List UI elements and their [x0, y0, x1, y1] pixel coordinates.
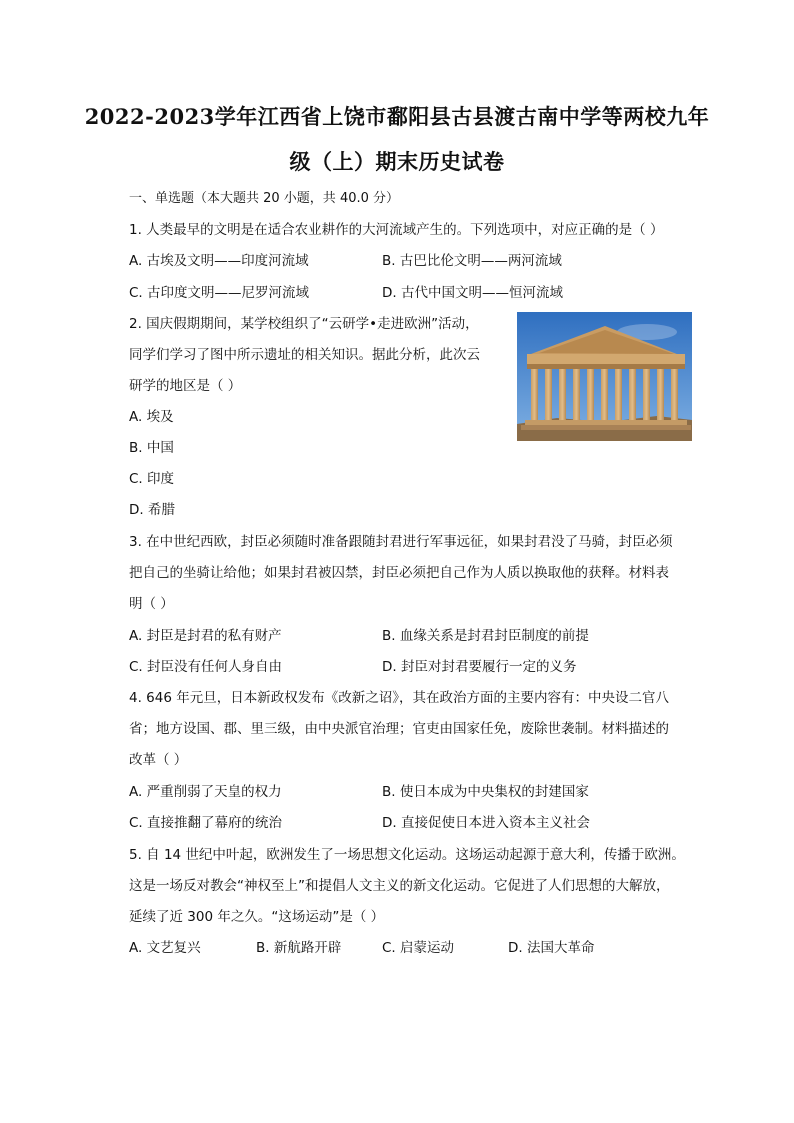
q2-option-a: A. 埃及: [129, 409, 174, 425]
question-3-stem-line-3: 明（ ）: [129, 596, 174, 612]
question-2-stem-line-2: 同学们学习了图中所示遗址的相关知识。据此分析，此次云: [129, 347, 480, 363]
question-5-stem-line-1: 5. 自 14 世纪中叶起，欧洲发生了一场思想文化运动。这场运动起源于意大利，传播于欧洲。: [129, 847, 685, 863]
q5-option-c: C. 启蒙运动: [382, 940, 455, 956]
q5-option-b: B. 新航路开辟: [256, 940, 342, 956]
q3-option-d: D. 封臣对封君要履行一定的义务: [382, 659, 577, 675]
q4-option-b: B. 使日本成为中央集权的封建国家: [382, 784, 589, 800]
q2-option-b: B. 中国: [129, 440, 174, 456]
question-5-stem-line-2: 这是一场反对教会“神权至上”和提倡人文主义的新文化运动。它促进了人们思想的大解放，: [129, 878, 670, 894]
q4-option-a: A. 严重削弱了天皇的权力: [129, 784, 282, 800]
q5-option-d: D. 法国大革命: [508, 940, 595, 956]
q2-option-d: D. 希腊: [129, 502, 175, 518]
q3-option-b: B. 血缘关系是封君封臣制度的前提: [382, 628, 589, 644]
exam-title-line-2: 级（上）期末历史试卷: [289, 149, 505, 174]
q4-option-c: C. 直接推翻了幕府的统治: [129, 815, 283, 831]
question-4-stem-line-2: 省；地方设国、郡、里三级，由中央派官治理；官吏由国家任免，废除世袭制。材料描述的: [129, 721, 669, 737]
question-2-stem-line-1: 2. 国庆假期期间，某学校组织了“云研学•走进欧洲”活动，: [129, 316, 479, 332]
question-4-stem-line-1: 4. 646 年元旦，日本新政权发布《改新之诏》，其在政治方面的主要内容有：中央设二官八: [129, 690, 669, 706]
q1-option-c: C. 古印度文明——尼罗河流域: [129, 285, 310, 301]
section-header: 一、单选题（本大题共 20 小题，共 40.0 分）: [129, 191, 400, 206]
question-1-stem: 1. 人类最早的文明是在适合农业耕作的大河流域产生的。下列选项中，对应正确的是（ ）: [129, 222, 664, 238]
q1-option-d: D. 古代中国文明——恒河流域: [382, 285, 563, 301]
parthenon-photo: [517, 312, 692, 441]
q3-option-a: A. 封臣是封君的私有财产: [129, 628, 282, 644]
question-2-stem-line-3: 研学的地区是（ ）: [129, 378, 242, 394]
exam-title-line-1: 2022-2023学年江西省上饶市鄱阳县古县渡古南中学等两校九年: [84, 104, 710, 129]
question-5-stem-line-3: 延续了近 300 年之久。“这场运动”是（ ）: [129, 909, 385, 925]
q4-option-d: D. 直接促使日本进入资本主义社会: [382, 815, 590, 831]
q3-option-c: C. 封臣没有任何人身自由: [129, 659, 283, 675]
question-3-stem-line-2: 把自己的坐骑让给他；如果封君被囚禁，封臣必须把自己作为人质以换取他的获释。材料表: [129, 565, 669, 581]
q2-option-c: C. 印度: [129, 471, 175, 487]
q5-option-a: A. 文艺复兴: [129, 940, 201, 956]
q1-option-b: B. 古巴比伦文明——两河流域: [382, 253, 562, 269]
q1-option-a: A. 古埃及文明——印度河流域: [129, 253, 309, 269]
question-4-stem-line-3: 改革（ ）: [129, 752, 188, 768]
question-3-stem-line-1: 3. 在中世纪西欧，封臣必须随时准备跟随封君进行军事远征，如果封君没了马骑，封臣必须: [129, 534, 673, 550]
